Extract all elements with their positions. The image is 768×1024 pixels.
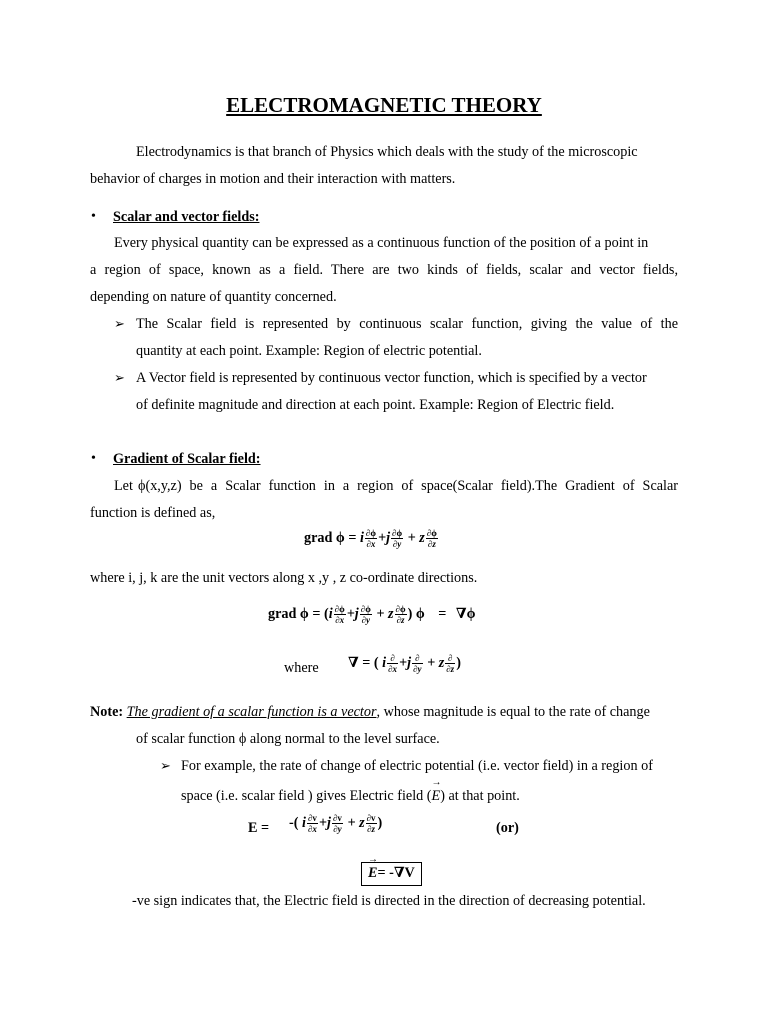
example-line-1: For example, the rate of change of electric potential (i.e. vector field) in a region of <box>181 758 653 774</box>
where-label: where <box>284 660 319 676</box>
arrow-bullet-icon: ➢ <box>114 316 125 331</box>
fraction: $\frac{\partial\phi}{\partial x}$ <box>334 604 345 625</box>
scalar-field-line-2: quantity at each point. Example: Region of electric potential. <box>136 343 482 359</box>
note-line-2: of scalar function ϕ along normal to the level surface. <box>136 731 440 747</box>
note-label: Note: <box>90 704 124 720</box>
note-emphasis: The gradient of a scalar function is a vector <box>126 704 377 720</box>
gradient-equation: grad ϕ = i $\frac{\partial\phi}{\partial x}$ +j $\frac{\partial\phi}{\partial y}$ + z $\frac{\partial\phi}{\partial z}$ <box>304 528 437 549</box>
gradient-let: Let <box>114 478 133 494</box>
fraction: $\frac{\partial v}{\partial z}$ <box>366 813 376 834</box>
bullet-icon: • <box>91 451 96 466</box>
intro-line-2: behavior of charges in motion and their interaction with matters. <box>90 171 456 187</box>
fraction: $\frac{\partial}{\partial z}$ <box>446 653 455 674</box>
scalar-vector-line-1: Every physical quantity can be expressed as a continuous function of the position of a point in <box>114 235 649 251</box>
fraction: $\frac{\partial\phi}{\partial z}$ <box>395 604 406 625</box>
fraction: $\frac{\partial v}{\partial x}$ <box>307 813 317 834</box>
boxed-electric-field-equation: → E= -∇V <box>361 862 422 886</box>
example-line-2: space (i.e. scalar field ) gives Electric field (→ E) at that point. <box>181 788 520 805</box>
section-heading-gradient: Gradient of Scalar field: <box>113 451 261 467</box>
page-title: ELECTROMAGNETIC THEORY <box>226 93 542 117</box>
fraction: $\frac{\partial v}{\partial y}$ <box>332 813 342 834</box>
vector-field-line-2: of definite magnitude and direction at each point. Example: Region of Electric field. <box>136 397 615 413</box>
arrow-bullet-icon: ➢ <box>160 758 171 773</box>
equation-lhs: grad ϕ = <box>304 529 357 546</box>
gradient-line-2: function is defined as, <box>90 505 216 521</box>
fraction: $\frac{\partial\phi}{\partial y}$ <box>392 528 403 549</box>
electric-field-equation: -( i $\frac{\partial v}{\partial x}$ +j $\frac{\partial v}{\partial y}$ + z $\frac{\partial v}{\partial z}$ ) <box>289 813 383 834</box>
nabla-equation: ∇ = ( i $\frac{\partial}{\partial x}$ +j $\frac{\partial}{\partial y}$ + z $\frac{\partial}{\partial z}$ ) <box>348 653 461 674</box>
fraction: $\frac{\partial\phi}{\partial x}$ <box>365 528 376 549</box>
intro-line-1: Electrodynamics is that branch of Physics which deals with the study of the microscopic <box>136 144 638 160</box>
fraction: $\frac{\partial\phi}{\partial z}$ <box>426 528 437 549</box>
section-heading-scalar-vector: Scalar and vector fields: <box>113 209 260 225</box>
gradient-line-1: ϕ(x,y,z) be a Scalar function in a region of space(Scalar field).The Gradient of Scalar <box>138 478 678 494</box>
electric-field-lhs: E = <box>248 820 270 836</box>
or-label: (or) <box>496 820 519 836</box>
scalar-vector-line-2: a region of space, known as a field. There are two kinds of fields, scalar and vector fields, <box>90 262 678 278</box>
gradient-operator-equation: grad ϕ = (i $\frac{\partial\phi}{\partial x}$ +j $\frac{\partial\phi}{\partial y}$ + z $\frac{\partial\phi}{\partial z}$ ) ϕ = ∇ϕ <box>268 604 476 625</box>
sign-note-line: -ve sign indicates that, the Electric field is directed in the direction of decreasing potential. <box>132 893 646 909</box>
scalar-vector-line-3: depending on nature of quantity concerned. <box>90 289 337 305</box>
electric-field-vector: → E <box>368 865 377 882</box>
fraction: $\frac{\partial}{\partial y}$ <box>413 653 422 674</box>
fraction: $\frac{\partial\phi}{\partial y}$ <box>360 604 371 625</box>
electric-field-vector: → E <box>432 788 441 805</box>
vector-field-line-1: A Vector field is represented by continuous vector function, which is specified by a vector <box>136 370 647 386</box>
fraction: $\frac{\partial}{\partial x}$ <box>388 653 398 674</box>
bullet-icon: • <box>91 209 96 224</box>
unit-vectors-line: where i, j, k are the unit vectors along x ,y , z co-ordinate directions. <box>90 570 478 586</box>
note-line-1: Note: The gradient of a scalar function is a vector, whose magnitude is equal to the rate of change <box>90 704 650 720</box>
scalar-field-line-1: The Scalar field is represented by continuous scalar function, giving the value of the <box>136 316 678 332</box>
arrow-bullet-icon: ➢ <box>114 370 125 385</box>
